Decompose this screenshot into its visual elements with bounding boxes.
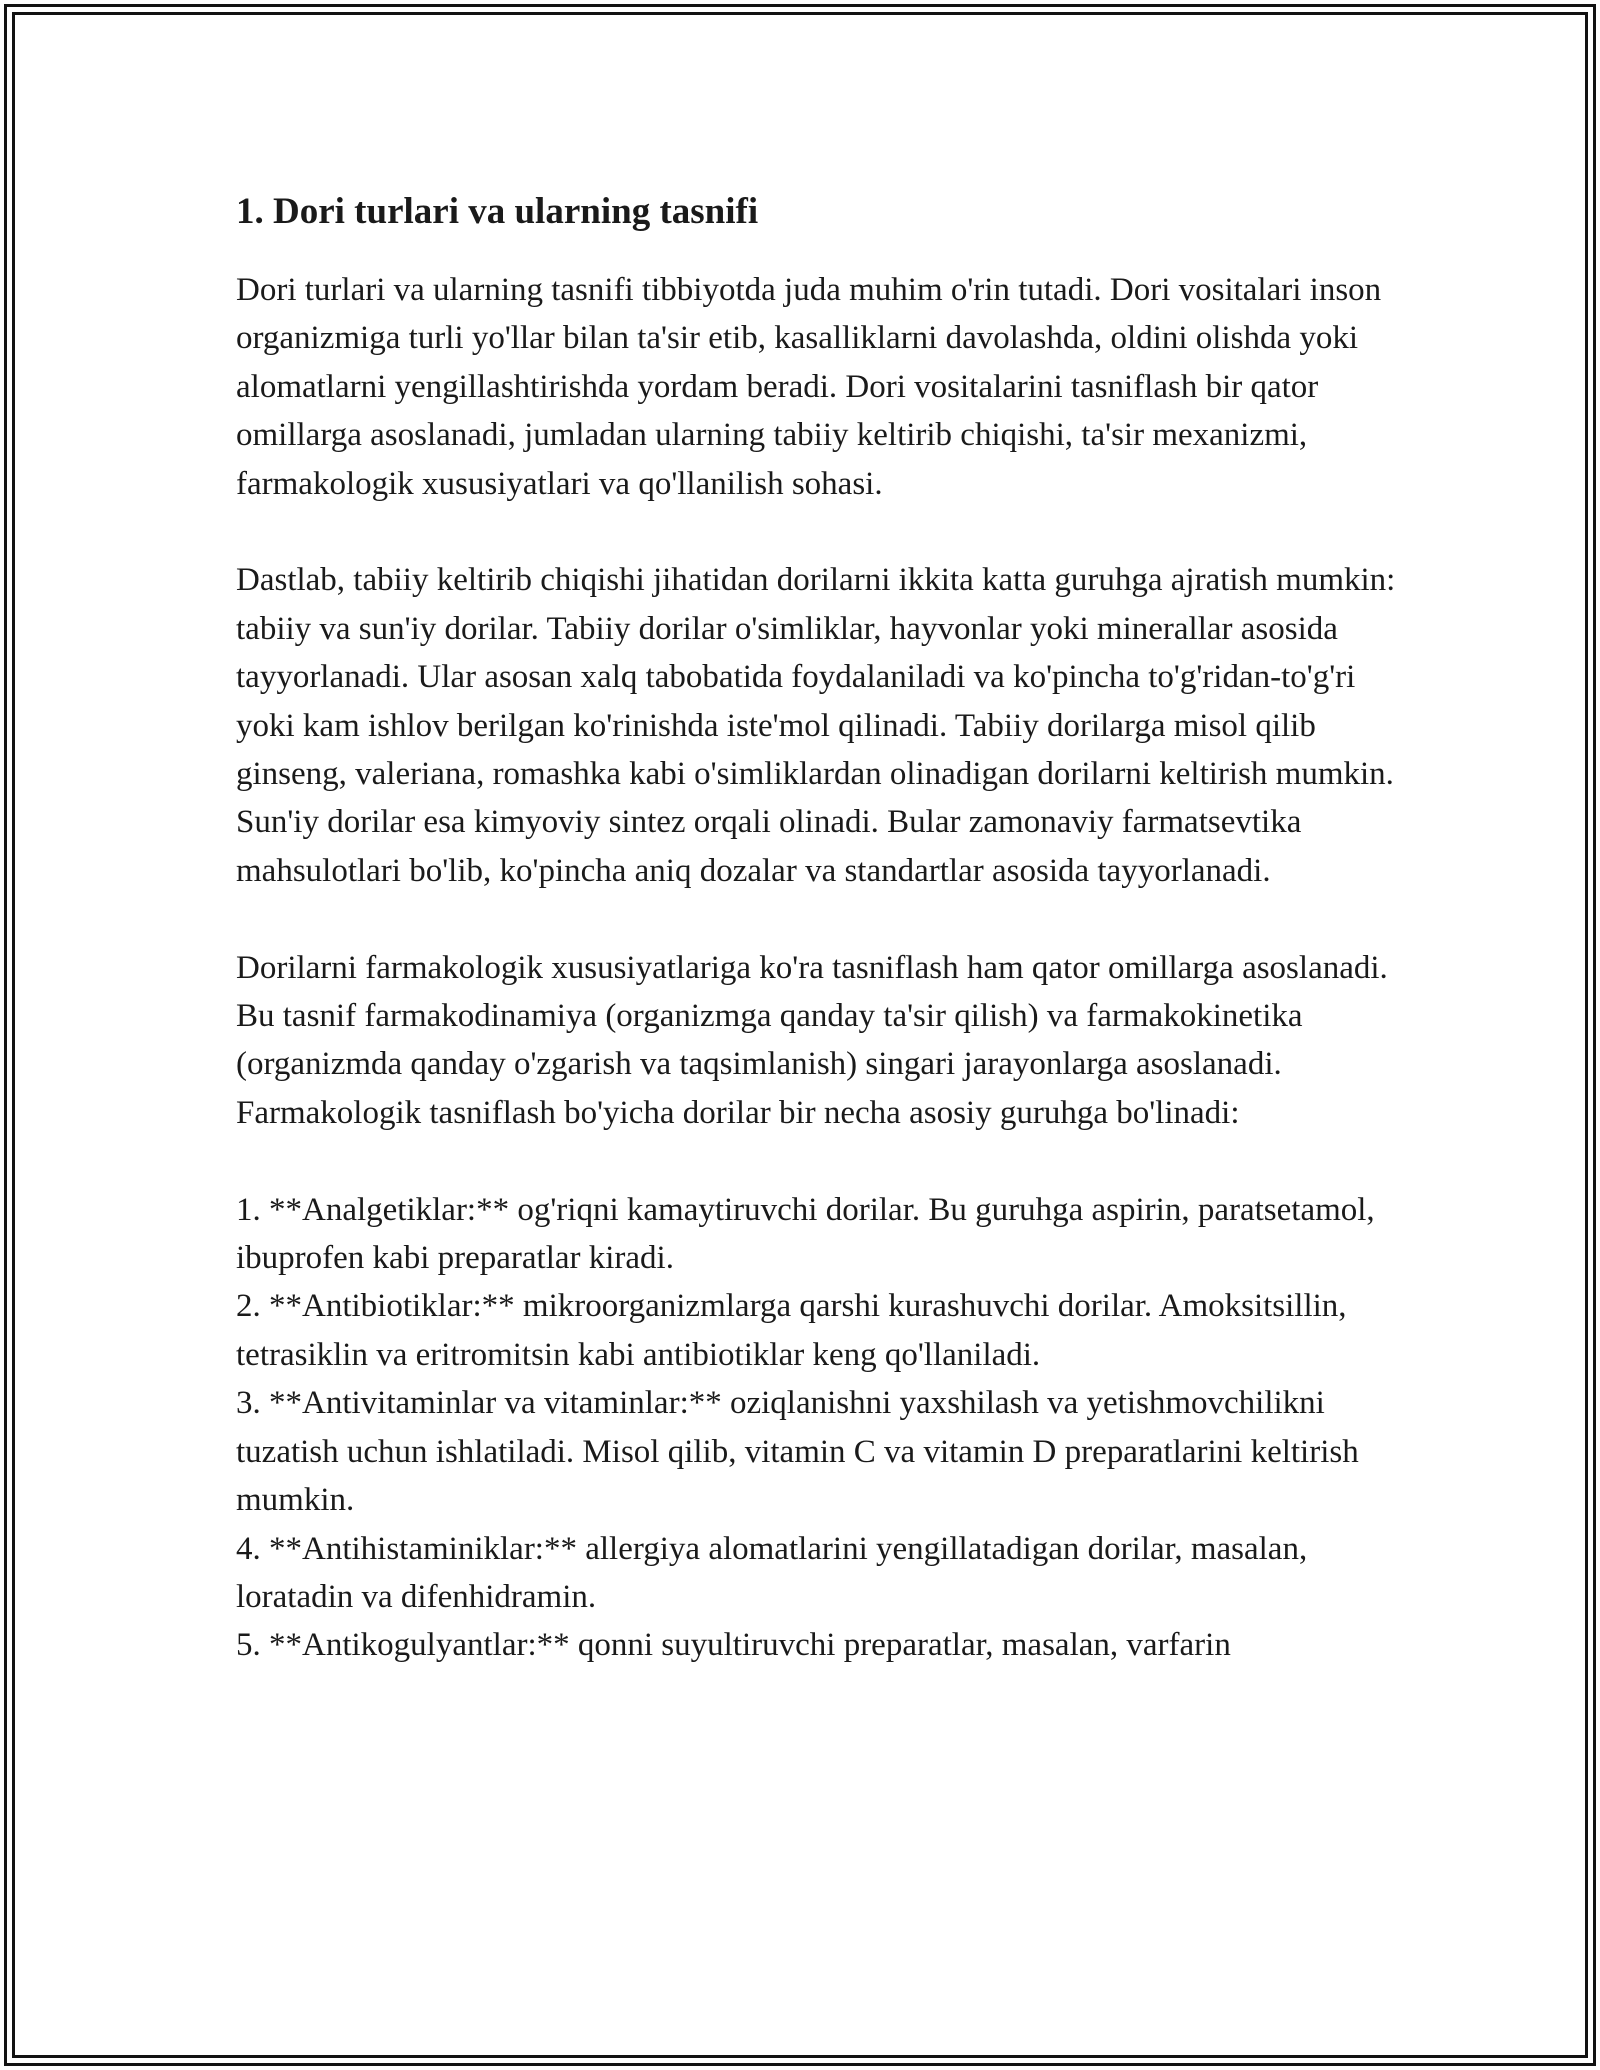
list-item-analgesics: 1. **Analgetiklar:** og'riqni kamaytiruvchi dorilar. Bu guruhga aspirin, paratsetamol, ibuprofen kabi preparatlar kiradi. [236, 1191, 1375, 1277]
list-item-antihistamines: 4. **Antihistaminiklar:** allergiya alomatlarini yengillatadigan dorilar, masalan, loratadin va difenhidramin. [236, 1530, 1308, 1615]
paragraph-spacer [236, 895, 1396, 943]
list-item-anticoagulants: 5. **Antikogulyantlar:** qonni suyultiruvchi preparatlar, masalan, varfarin [236, 1627, 1231, 1664]
list-item-vitamins: 3. **Antivitaminlar va vitaminlar:** oziqlanishni yaxshilash va yetishmovchilikni tuzatish uchun ishlatiladi. Misol qilib, vitamin C va vitamin D preparatlarini keltirish mumkin. [236, 1385, 1359, 1519]
section-heading: 1. Dori turlari va ularning tasnifi [236, 191, 759, 232]
paragraph-spacer [236, 1137, 1396, 1185]
paragraph-spacer [236, 508, 1396, 556]
paragraph-intro: Dori turlari va ularning tasnifi tibbiyotda juda muhim o'rin tutadi. Dori vositalari inson organizmiga turli yo'llar bilan ta'sir etib, kasalliklarni davolashda, oldini olishda yoki alomatlarni yengillashtirishda yordam beradi. Dori vositalarini tasniflash bir qator omillarga asoslanadi, jumladan ularning tabiiy keltirib chiqishi, ta'sir mexanizmi, farmakologik xususiyatlari va qo'llanilish sohasi. [236, 272, 1382, 502]
list-item-antibiotics: 2. **Antibiotiklar:** mikroorganizmlarga qarshi kurashuvchi dorilar. Amoksitsillin, tetrasiklin va eritromitsin kabi antibiotiklar keng qo'llaniladi. [236, 1288, 1347, 1373]
paragraph-origin: Dastlab, tabiiy keltirib chiqishi jihatidan dorilarni ikkita katta guruhga ajratish mumkin: tabiiy va sun'iy dorilar. Tabiiy dorilar o'simliklar, hayvonlar yoki minerallar asosida tayyorlanadi. Ular asosan xalq tabobatida foydalaniladi va ko'pincha to'g'ridan-to'g'ri yoki kam ishlov berilgan ko'rinishda iste'mol qilinadi. Tabiiy dorilarga misol qilib ginseng, valeriana, romashka kabi o'simliklardan olinadigan dorilarni keltirish mumkin. Sun'iy dorilar esa kimyoviy sintez orqali olinadi. Bular zamonaviy farmatsevtika mahsulotlari bo'lib, ko'pincha aniq dozalar va standartlar asosida tayyorlanadi. [236, 562, 1396, 889]
document-body [236, 186, 1396, 1670]
paragraph-pharmacology: Dorilarni farmakologik xususiyatlariga ko'ra tasniflash ham qator omillarga asoslanadi. Bu tasnif farmakodinamiya (organizmga qanday ta'sir qilish) va farmakokinetika (organizmda qanday o'zgarish va taqsimlanish) singari jarayonlarga asoslanadi. Farmakologik tasniflash bo'yicha dorilar bir necha asosiy guruhga bo'linadi: [236, 949, 1388, 1131]
